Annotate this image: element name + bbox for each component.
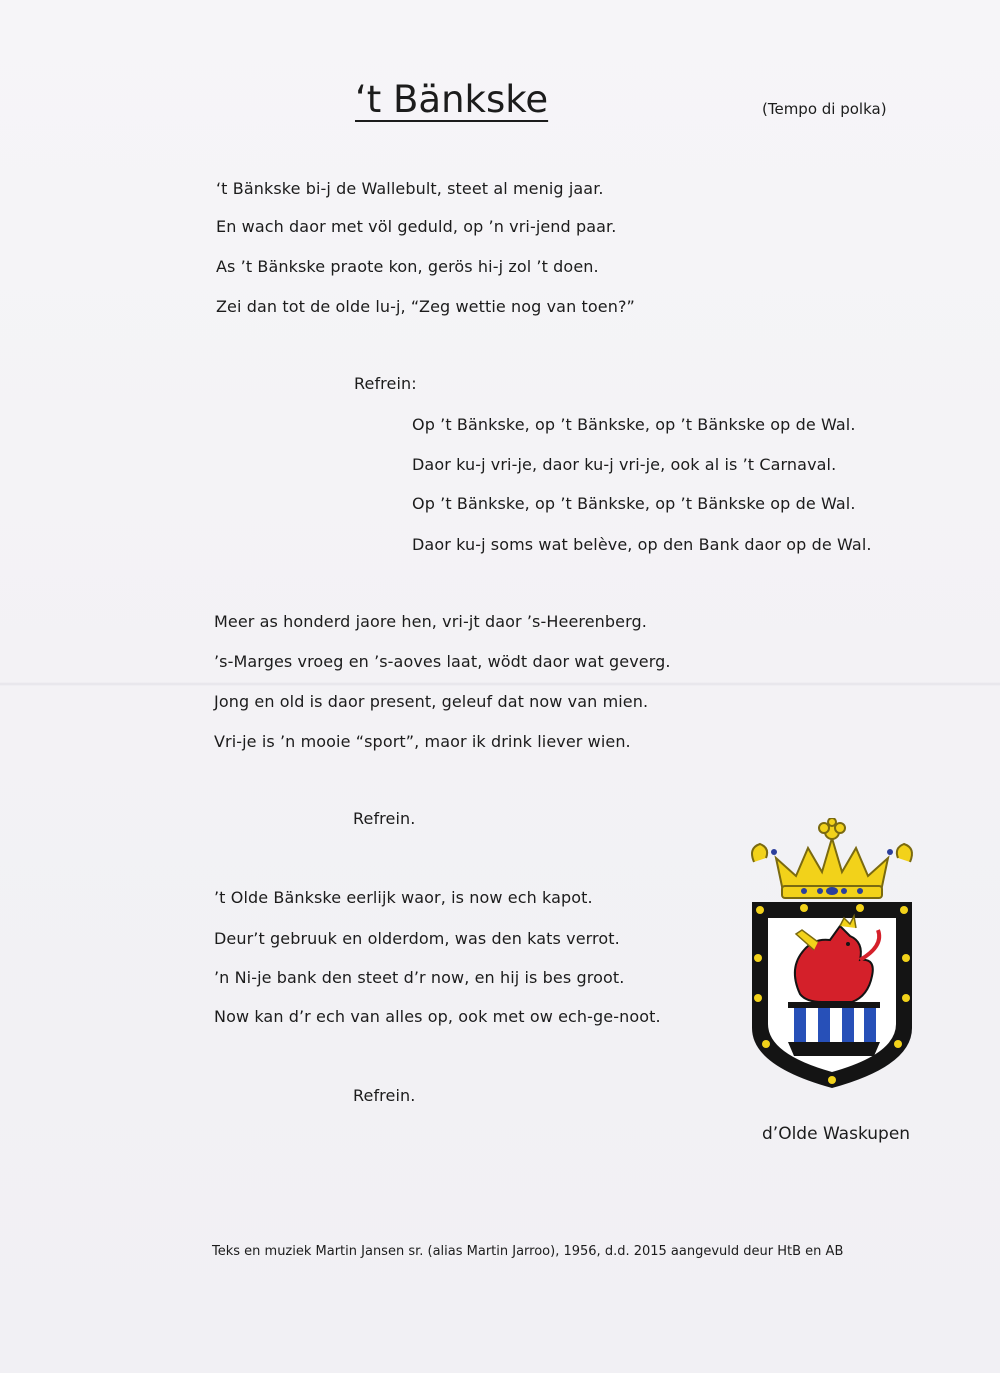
crown-icon [752,818,912,898]
verse-line: Meer as honderd jaore hen, vri-jt daor ’s-Heerenberg. [214,612,647,631]
refrain-line: Op ’t Bänkske, op ’t Bänkske, op ’t Bänkske op de Wal. [412,415,856,434]
refrain-marker: Refrein. [353,809,416,828]
verse-line: ’s-Marges vroeg en ’s-aoves laat, wödt daor wat geverg. [214,652,671,671]
verse-line: ’t Olde Bänkske eerlijk waor, is now ech kapot. [214,888,593,907]
shield-icon [752,902,912,1088]
refrain-line: Daor ku-j vri-je, daor ku-j vri-je, ook al is ’t Carnaval. [412,455,837,474]
paper-fold [0,682,1000,686]
verse-line: Zei dan tot de olde lu-j, “Zeg wettie nog van toen?” [216,297,635,316]
verse-line: Now kan d’r ech van alles op, ook met ow ech-ge-noot. [214,1007,661,1026]
song-title: ‘t Bänkske [355,78,549,121]
verse-line: As ’t Bänkske praote kon, gerös hi-j zol ’t doen. [216,257,599,276]
verse-line: Deur’t gebruuk en olderdom, was den kats verrot. [214,929,620,948]
verse-line: ’n Ni-je bank den steet d’r now, en hij is bes groot. [214,968,625,987]
refrain-line: Op ’t Bänkske, op ’t Bänkske, op ’t Bänkske op de Wal. [412,494,856,513]
verse-line: Vri-je is ’n mooie “sport”, maor ik drink liever wien. [214,732,631,751]
signature: d’Olde Waskupen [762,1124,911,1144]
verse-line: ‘t Bänkske bi-j de Wallebult, steet al menig jaar. [216,179,604,198]
tempo-marking: (Tempo di polka) [762,100,887,118]
verse-line: En wach daor met völ geduld, op ’n vri-jend paar. [216,217,617,236]
refrain-line: Daor ku-j soms wat belève, op den Bank daor op de Wal. [412,535,872,554]
refrain-heading: Refrein: [354,374,417,393]
verse-line: Jong en old is daor present, geleuf dat now van mien. [214,692,649,711]
refrain-marker: Refrein. [353,1086,416,1105]
coat-of-arms-icon [744,818,920,1100]
credits: Teks en muziek Martin Jansen sr. (alias Martin Jarroo), 1956, d.d. 2015 aangevuld deur HtB en AB [212,1244,844,1259]
